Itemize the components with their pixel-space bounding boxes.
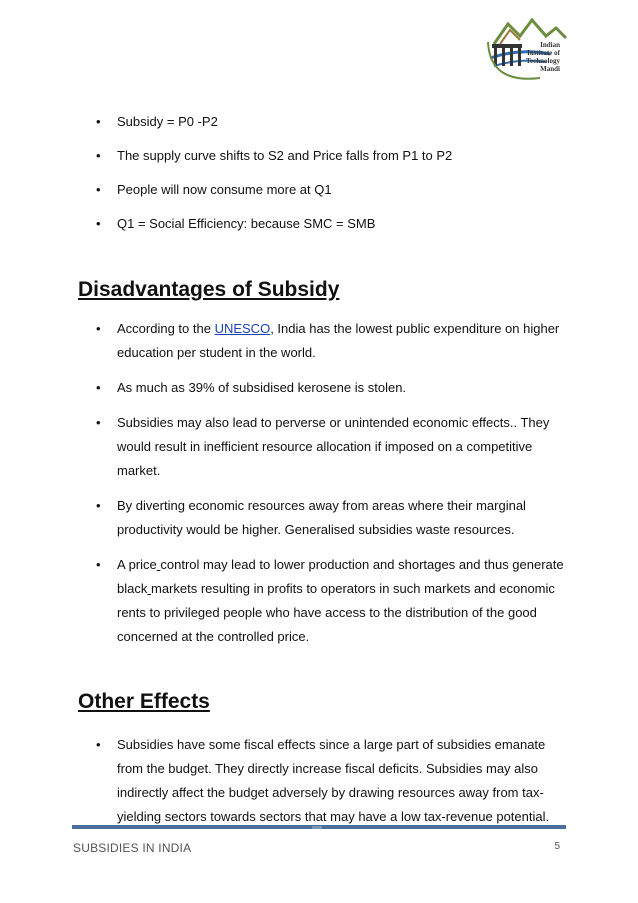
list-item-text: Subsidy = P0 -P2 (117, 114, 218, 129)
logo-line: Mandi (540, 65, 560, 73)
unesco-link[interactable]: UNESCO (214, 321, 271, 336)
disadvantages-bullet-list (0, 317, 638, 660)
list-item (0, 553, 638, 649)
list-item-text: rents to privileged people who have access to the distribution of the good concerned at the controlled price. (117, 605, 537, 644)
list-item (0, 178, 638, 202)
intro-bullet-list (0, 110, 638, 246)
logo-line: Institute of (527, 49, 560, 57)
footer-rule-mark (312, 826, 322, 829)
list-item (0, 376, 638, 400)
logo-text (526, 41, 560, 73)
bullet-icon: • (96, 216, 101, 231)
section-heading-disadvantages: Disadvantages of Subsidy (78, 278, 340, 301)
list-item-text: According to the (117, 321, 215, 336)
page-number: 5 (554, 841, 560, 852)
list-item-text: Subsidies have some fiscal effects since a large part of subsidies emanate from the budget. They directly increase fiscal deficits. Subsidies may also indirectly affect the budget adversely by drawing resources away from tax-yielding sectors towards sectors that may have a low tax-revenue potential. (117, 737, 550, 824)
bullet-icon: • (96, 557, 101, 572)
list-item (0, 110, 638, 134)
list-item-text: , India has the lowest public expenditure on higher education per student in the world. (117, 321, 560, 360)
list-item (0, 411, 638, 483)
bullet-icon: • (96, 737, 101, 752)
list-item (0, 494, 638, 542)
list-item (0, 144, 638, 168)
list-item (0, 317, 638, 365)
bullet-icon: • (96, 380, 101, 395)
list-item-text: As much as 39% of subsidised kerosene is stolen. (117, 380, 407, 395)
bullet-icon: • (96, 321, 101, 336)
logo-line: Technology (526, 57, 560, 65)
list-item (0, 733, 638, 829)
list-item-text: By diverting economic resources away from areas where their marginal productivity would be higher. Generalised subsidies waste resources. (117, 498, 526, 537)
list-item-text: People will now consume more at Q1 (117, 182, 332, 197)
other-effects-bullet-list (0, 733, 638, 829)
iit-mandi-logo (480, 14, 604, 92)
bullet-icon: • (96, 182, 101, 197)
list-item-text: A price (117, 557, 157, 572)
list-item (0, 212, 638, 236)
bullet-icon: • (96, 498, 101, 513)
footer-title: SUBSIDIES IN INDIA (73, 841, 192, 855)
bullet-icon: • (96, 415, 101, 430)
list-item-text: Subsidies may also lead to perverse or unintended economic effects.. They would result in inefficient resource allocation if imposed on a competitive market. (117, 415, 550, 478)
logo-line: Indian (540, 41, 560, 49)
section-heading-other-effects: Other Effects (78, 690, 210, 713)
bullet-icon: • (96, 114, 101, 129)
list-item-text: markets resulting in profits to operators in such markets and economic (150, 581, 555, 596)
list-item-text: The supply curve shifts to S2 and Price falls from P1 to P2 (117, 148, 453, 163)
list-item-text: Q1 = Social Efficiency: because SMC = SMB (117, 216, 376, 231)
list-item-text: control may lead to lower production and shortages and thus generate black (117, 557, 564, 596)
bullet-icon: • (96, 148, 101, 163)
